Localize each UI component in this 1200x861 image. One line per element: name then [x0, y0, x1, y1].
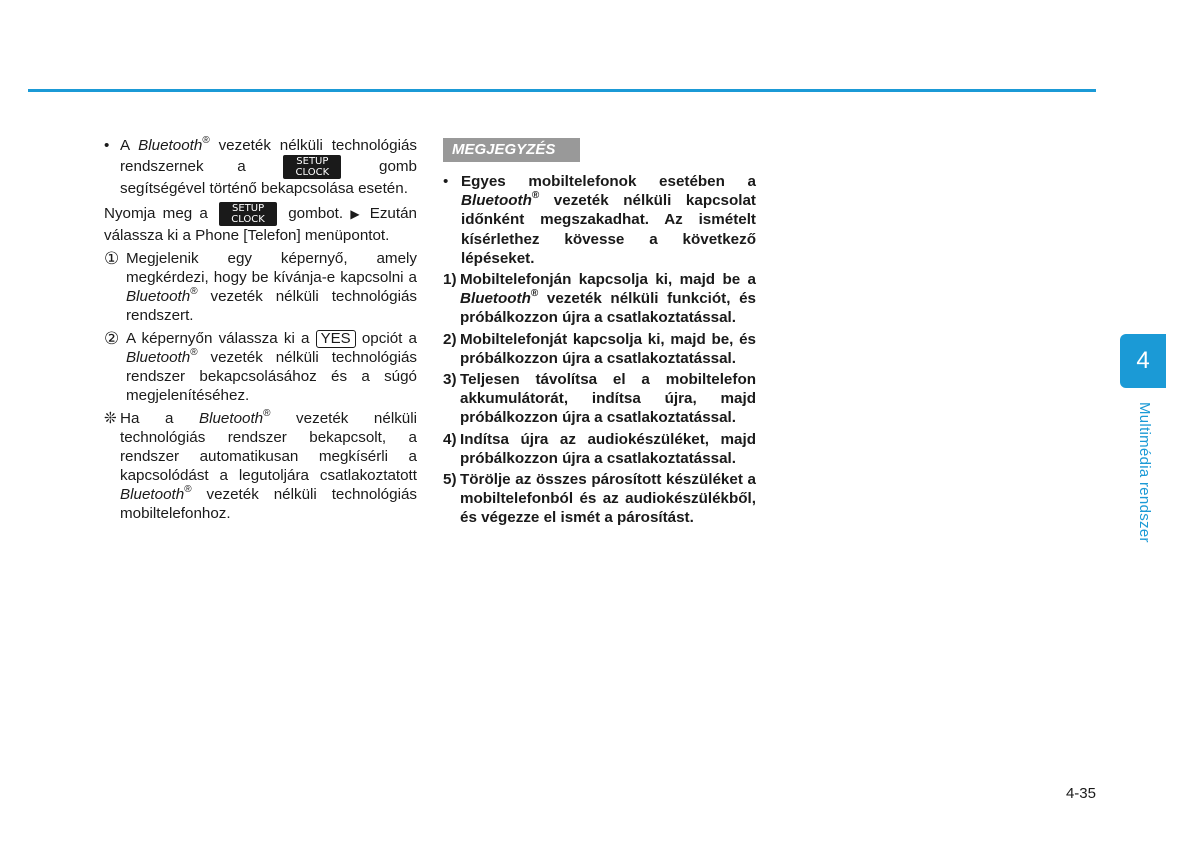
arrow-right-icon: ▶ — [350, 207, 363, 221]
yes-button-label: YES — [316, 330, 356, 348]
page-number: 4-35 — [1065, 785, 1096, 802]
note-column — [443, 172, 756, 530]
note-step-2: 2) Mobiltelefonját kapcsolja ki, majd be, és próbálkozzon újra a csatlakoztatással. — [443, 330, 756, 367]
step-1: ① Megjelenik egy képernyő, amely megkérdezi, hogy be kívánja-e kapcsolni a Bluetooth® vezeték nélküli technológiás rendszert. — [104, 249, 417, 324]
setup-clock-button-icon: SETUP CLOCK — [283, 155, 341, 179]
bullet-item: • A Bluetooth® vezeték nélküli technológiás rendszernek a SETUP CLOCK gomb segítségével történő bekapcsolása esetén. — [104, 134, 417, 197]
note-step-4: 4) Indítsa újra az audiokészüléket, majd próbálkozzon újra a csatlakoztatással. — [443, 430, 756, 467]
note-heading: MEGJEGYZÉS — [443, 138, 580, 162]
bullet-marker: • — [104, 137, 110, 154]
chapter-number-tab: 4 — [1120, 334, 1166, 388]
bullet-marker: • — [443, 173, 449, 190]
asterisk-note: ❊ Ha a Bluetooth® vezeték nélküli technológiás rendszer bekapcsolt, a rendszer automatikusan megkísérli a kapcsolódást a legutoljára csatlakoztatott Bluetooth® vezeték nélküli technológiás mobiltelefonhoz. — [104, 407, 417, 522]
step-2: ② A képernyőn válassza ki a YES opciót a Bluetooth® vezeték nélküli technológiás rendszer bekapcsolásához és a súgó megjelenítéséhez. — [104, 329, 417, 404]
left-column — [104, 136, 417, 527]
header-rule — [28, 89, 1096, 92]
chapter-title: Multimédia rendszer — [1136, 402, 1153, 543]
note-step-3: 3) Teljesen távolítsa el a mobiltelefon akkumulátorát, indítsa újra, majd próbálkozzon újra a csatlakoztatással. — [443, 371, 756, 427]
instruction-paragraph: Nyomja meg a SETUP CLOCK gombot. ▶ Ezután válassza ki a Phone [Telefon] menüpontot. — [104, 203, 417, 244]
setup-clock-button-icon: SETUP CLOCK — [219, 202, 277, 226]
note-bullet: • Egyes mobiltelefonok esetében a Bluetooth® vezeték nélküli kapcsolat időnként megszakadhat. Az ismételt kísérlethez kövesse a következő lépéseket. — [443, 173, 756, 267]
note-step-1: 1) Mobiltelefonján kapcsolja ki, majd be a Bluetooth® vezeték nélküli funkciót, és próbálkozzon újra a csatlakoztatással. — [443, 271, 756, 327]
note-step-5: 5) Törölje az összes párosított készüléket a mobiltelefonból és az audiokészülékből, és végezze el ismét a párosítást. — [443, 471, 756, 527]
